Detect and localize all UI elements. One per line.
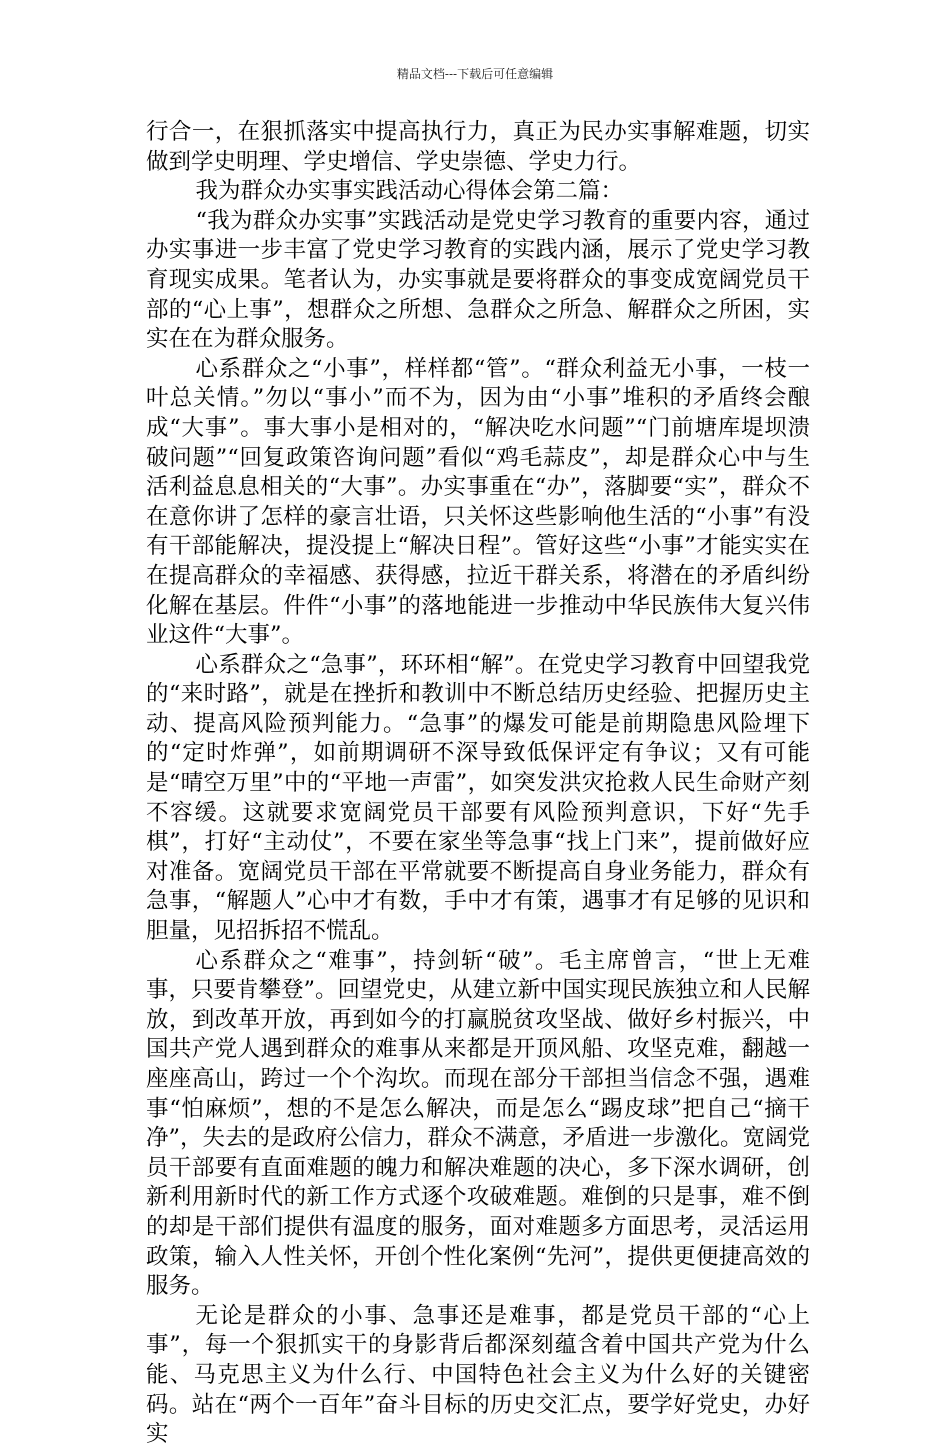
paragraph-intro: “我为群众办实事”实践活动是党史学习教育的重要内容，通过办实事进一步丰富了党史学习教育的实践内涵，展示了党史学习教育现实成果。笔者认为，办实事就是要将群众的事变成宽阔党员干部的“心上事”，想群众之所想、急群众之所急、解群众之所困，实实在在为群众服务。	[146, 207, 810, 353]
page-header: 精品文档---下载后可任意编辑	[396, 67, 554, 81]
document-body	[146, 118, 810, 1450]
paragraph-difficult-matters: 心系群众之“难事”，持剑斩“破”。毛主席曾言，“世上无难事，只要肯攀登”。回望党史，从建立新中国实现民族独立和人民解放，到改革开放，再到如今的打赢脱贫攻坚战、做好乡村振兴，中国共产党人遇到群众的难事从来都是开顶风船、攻坚克难，翻越一座座高山，跨过一个个沟坎。而现在部分干部担当信念不强，遇难事“怕麻烦”，想的不是怎么解决，而是怎么“踢皮球”把自己“摘干净”，失去的是政府公信力，群众不满意，矛盾进一步激化。宽阔党员干部要有直面难题的魄力和解决难题的决心，多下深水调研，创新利用新时代的新工作方式逐个攻破难题。难倒的只是事，难不倒的却是干部们提供有温度的服务，面对难题多方面思考，灵活运用政策，输入人性关怀，开创个性化案例“先河”，提供更便捷高效的服务。	[146, 947, 811, 1300]
paragraph-small-matters: 心系群众之“小事”，样样都“管”。“群众利益无小事，一枝一叶总关情。”勿以“事小”而不为，因为由“小事”堆积的矛盾终会酿成“大事”。事大事小是相对的，“解决吃水问题”“门前塘库堤坝溃破问题”“回复政策咨询问题”看似“鸡毛蒜皮”，却是群众心中与生活利益息息相关的“大事”。办实事重在“办”，落脚要“实”，群众不在意你讲了怎样的豪言壮语，只关怀这些影响他生活的“小事”有没有干部能解决，提没提上“解决日程”。管好这些“小事”才能实实在在提高群众的幸福感、获得感，拉近干群关系，将潜在的矛盾纠纷化解在基层。件件“小事”的落地能进一步推动中华民族伟大复兴伟业这件“大事”。	[146, 355, 810, 649]
section-heading: 我为群众办实事实践活动心得体会第二篇：	[195, 178, 624, 205]
paragraph-continuation: 行合一，在狠抓落实中提高执行力，真正为民办实事解难题，切实做到学史明理、学史增信、学史崇德、学史力行。	[146, 119, 810, 175]
paragraph-urgent-matters: 心系群众之“急事”，环环相“解”。在党史学习教育中回望我党的“来时路”，就是在挫折和教训中不断总结历史经验、把握历史主动、提高风险预判能力。“急事”的爆发可能是前期隐患风险埋下的“定时炸弹”，如前期调研不深导致低保评定有争议；又有可能是“晴空万里”中的“平地一声雷”，如突发洪灾抢救人民生命财产刻不容缓。这就要求宽阔党员干部要有风险预判意识，下好“先手棋”，打好“主动仗”，不要在家坐等急事“找上门来”，提前做好应对准备。宽阔党员干部在平常就要不断提高自身业务能力，群众有急事，“解题人”心中才有数，手中才有策，遇事才有足够的见识和胆量，见招拆招不慌乱。	[146, 651, 810, 945]
paragraph-conclusion: 无论是群众的小事、急事还是难事，都是党员干部的“心上事”，每一个狠抓实干的身影背后都深刻蕴含着中国共产党为什么能、马克思主义为什么行、中国特色社会主义为什么好的关键密码。站在“两个一百年”奋斗目标的历史交汇点，要学好党史，办好实	[146, 1302, 810, 1448]
